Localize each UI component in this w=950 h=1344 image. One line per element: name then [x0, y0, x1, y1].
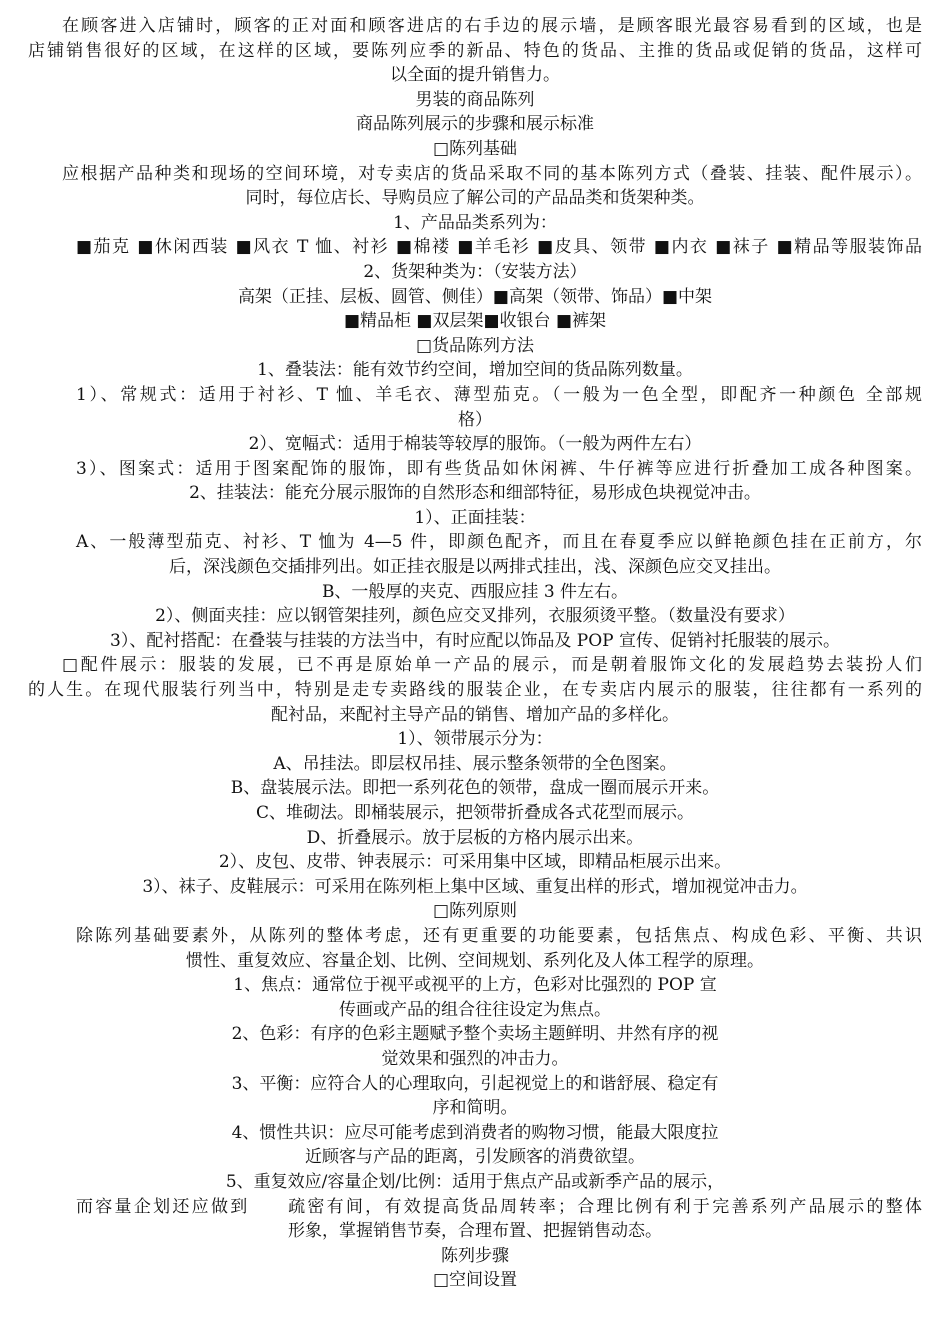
text-line: □陈列原则: [432, 901, 518, 922]
text-line: 5、重复效应/容量企划/比例：适用于焦点产品或新季产品的展示，: [225, 1171, 725, 1192]
text-line: 2、挂装法：能充分展示服饰的自然形态和细部特征，易形成色块视觉冲击。: [189, 483, 761, 504]
text-line: B、一般厚的夹克、西服应挂 3 件左右。: [321, 581, 629, 602]
text-line: 除陈列基础要素外，从陈列的整体考虑，还有更重要的功能要素，包括焦点、构成色彩、平衡、共识: [76, 925, 922, 946]
text-line: A、一般薄型茄克、衬衫、T 恤为 4—5 件，即颜色配齐，而且在春夏季应以鲜艳颜色挂在正前方，尔: [76, 532, 922, 553]
text-line: 格）: [458, 409, 492, 430]
text-line: 2）、宽幅式：适用于棉装等较厚的服饰。（一般为两件左右）: [248, 434, 702, 455]
text-line: 2）、侧面夹挂：应以钢管架挂列，颜色应交叉排列，衣服须烫平整。（数量没有要求）: [155, 606, 795, 627]
text-line: 3）、图案式：适用于图案配饰的服饰，即有些货品如休闲裤、牛仔裤等应进行折叠加工成各种图案。: [76, 458, 922, 479]
text-line: 形象，掌握销售节奏，合理布置、把握销售动态。: [288, 1221, 662, 1242]
text-line: 传画或产品的组合往往设定为焦点。: [339, 999, 611, 1020]
text-line: 1、产品品类系列为：: [393, 212, 557, 233]
text-line: 店铺销售很好的区域，在这样的区域，要陈列应季的新品、特色的货品、主推的货品或促销的货品，这样可: [28, 40, 922, 61]
text-line: 2、货架种类为：（安装方法）: [363, 261, 587, 282]
text-line: □配件展示：服装的发展，已不再是原始单一产品的展示，而是朝着服饰文化的发展趋势去装扮人们: [62, 655, 922, 676]
text-line: 2）、皮包、皮带、钟表展示：可采用集中区域，即精品柜展示出来。: [218, 852, 732, 873]
text-line: □空间设置: [432, 1270, 518, 1291]
text-line: 1）、领带展示分为：: [397, 729, 553, 750]
text-line: 1、焦点：通常位于视平或视平的上方，色彩对比强烈的 POP 宣: [233, 975, 717, 996]
text-line: 同时，每位店长、导购员应了解公司的产品品类和货架种类。: [245, 188, 705, 209]
text-line: A、吊挂法。即层权吊挂、展示整条领带的全色图案。: [273, 753, 677, 774]
text-line: 高架（正挂、层板、圆管、侧佳）■高架（领带、饰品）■中架: [237, 286, 713, 307]
text-line: 觉效果和强烈的冲击力。: [381, 1048, 569, 1069]
text-line: ■精品柜 ■双层架■收银台 ■裤架: [343, 311, 607, 332]
text-line: 后，深浅颜色交插排列出。如正挂衣服是以两排式挂出，浅、深颜色应交叉挂出。: [169, 557, 781, 578]
text-line: 2、色彩：有序的色彩主题赋予整个卖场主题鲜明、井然有序的视: [231, 1024, 719, 1045]
text-line: B、盘装展示法。即把一系列花色的领带，盘成一圈而展示开来。: [230, 778, 720, 799]
text-line: 3）、袜子、皮鞋展示：可采用在陈列柜上集中区域、重复出样的形式，增加视觉冲击力。: [142, 876, 808, 897]
text-line: 近顾客与产品的距离，引发顾客的消费欲望。: [305, 1147, 645, 1168]
text-line: 的人生。在现代服装行列当中，特别是走专卖路线的服装企业，在专卖店内展示的服装，往往都有一系列的: [28, 680, 922, 701]
text-line: 1）、常规式：适用于衬衫、T 恤、羊毛衣、薄型茄克。（一般为一色全型，即配齐一种颜色 全部规: [76, 384, 922, 405]
text-line: 序和简明。: [432, 1098, 518, 1119]
text-line: C、堆砌法。即桶装展示，把领带折叠成各式花型而展示。: [255, 803, 694, 823]
text-line: 1、叠装法：能有效节约空间，增加空间的货品陈列数量。: [257, 360, 693, 381]
text-line: 男装的商品陈列: [415, 89, 535, 110]
text-line: 商品陈列展示的步骤和展示标准: [356, 114, 594, 135]
text-line: 3）、配衬搭配：在叠装与挂装的方法当中，有时应配以饰品及 POP 宣传、促销衬托服装的展示。: [110, 630, 840, 651]
text-line: 而容量企划还应做到 疏密有间，有效提高货品周转率；合理比例有利于完善系列产品展示的整体: [76, 1196, 922, 1217]
text-line: D、折叠展示。放于层板的方格内展示出来。: [306, 827, 644, 848]
text-line: 3、平衡：应符合人的心理取向，引起视觉上的和谐舒展、稳定有: [231, 1073, 719, 1094]
text-line: 4、惯性共识：应尽可能考虑到消费者的购物习惯，能最大限度拉: [231, 1122, 719, 1143]
text-line: 在顾客进入店铺时，顾客的正对面和顾客进店的右手边的展示墙，是顾客眼光最容易看到的区域，也是: [62, 16, 922, 36]
text-line: 陈列步骤: [441, 1245, 509, 1266]
text-line: 以全面的提升销售力。: [390, 65, 560, 86]
text-line: 1）、正面挂装：: [414, 507, 536, 528]
text-line: ■茄克 ■休闲西装 ■风衣 T 恤、衬衫 ■棉褛 ■羊毛衫 ■皮具、领带 ■内衣 ■袜子 ■精品等服装饰品: [76, 237, 922, 258]
text-line: □陈列基础: [432, 138, 518, 159]
text-line: 应根据产品种类和现场的空间环境，对专卖店的货品采取不同的基本陈列方式（叠装、挂装、配件展示）。: [62, 163, 922, 184]
text-line: 惯性、重复效应、容量企划、比例、空间规划、系列化及人体工程学的原理。: [186, 950, 764, 971]
text-line: □货品陈列方法: [415, 335, 535, 356]
text-line: 配衬品，来配衬主导产品的销售、增加产品的多样化。: [271, 704, 679, 725]
